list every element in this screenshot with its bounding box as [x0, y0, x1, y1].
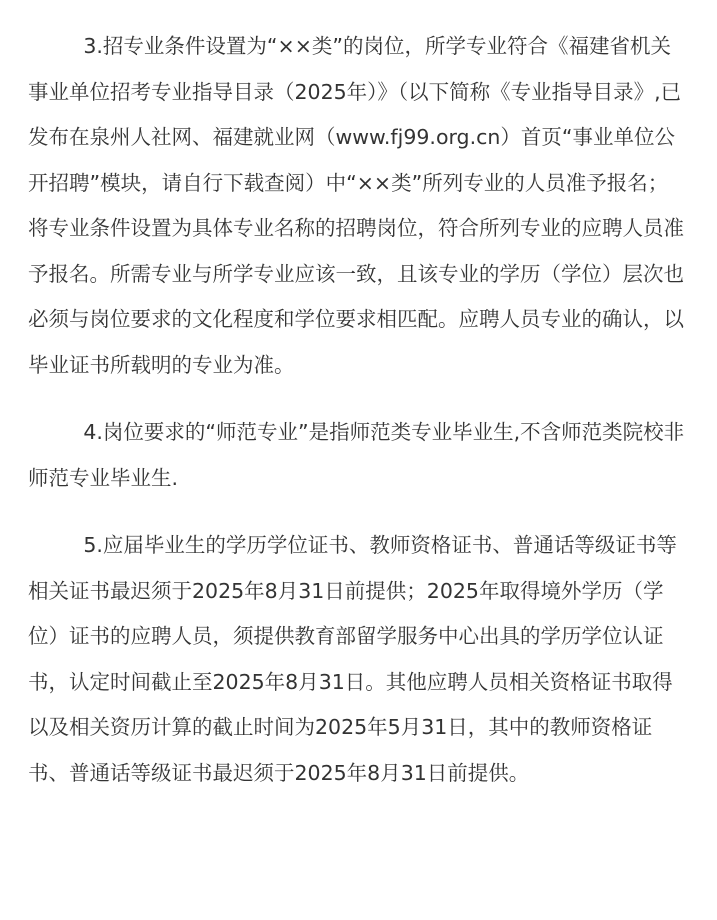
paragraph-5-certificate-deadlines: 5.应届毕业生的学历学位证书、教师资格证书、普通话等级证书等相关证书最迟须于2025年8月31日前提供；2025年取得境外学历（学位）证书的应聘人员，须提供教育部留学服务中心出具的学历学位认证书，认定时间截止至2025年8月31日。其他应聘人员相关资格证书取得以及相关资历计算的截止时间为2025年5月31日，其中的教师资格证书、普通话等级证书最迟须于2025年8月31日前提供。: [28, 533, 677, 785]
paragraph-3-major-requirements: 3.招专业条件设置为“××类”的岗位，所学专业符合《福建省机关事业单位招考专业指导目录（2025年）》（以下简称《专业指导目录》,已发布在泉州人社网、福建就业网（www.fj99.org.cn）首页“事业单位公开招聘”模块，请自行下载查阅）中“××类”所列专业的人员准予报名；将专业条件设置为具体专业名称的招聘岗位，符合所列专业的应聘人员准予报名。所需专业与所学专业应该一致，且该专业的学历（学位）层次也必须与岗位要求的文化程度和学位要求相匹配。应聘人员专业的确认，以毕业证书所载明的专业为准。: [28, 34, 684, 377]
paragraph-spacer: [28, 501, 685, 523]
paragraph-4-normal-major: 4.岗位要求的“师范专业”是指师范类专业毕业生,不含师范类院校非师范专业毕业生.: [28, 420, 685, 490]
paragraph-spacer: [28, 388, 685, 410]
